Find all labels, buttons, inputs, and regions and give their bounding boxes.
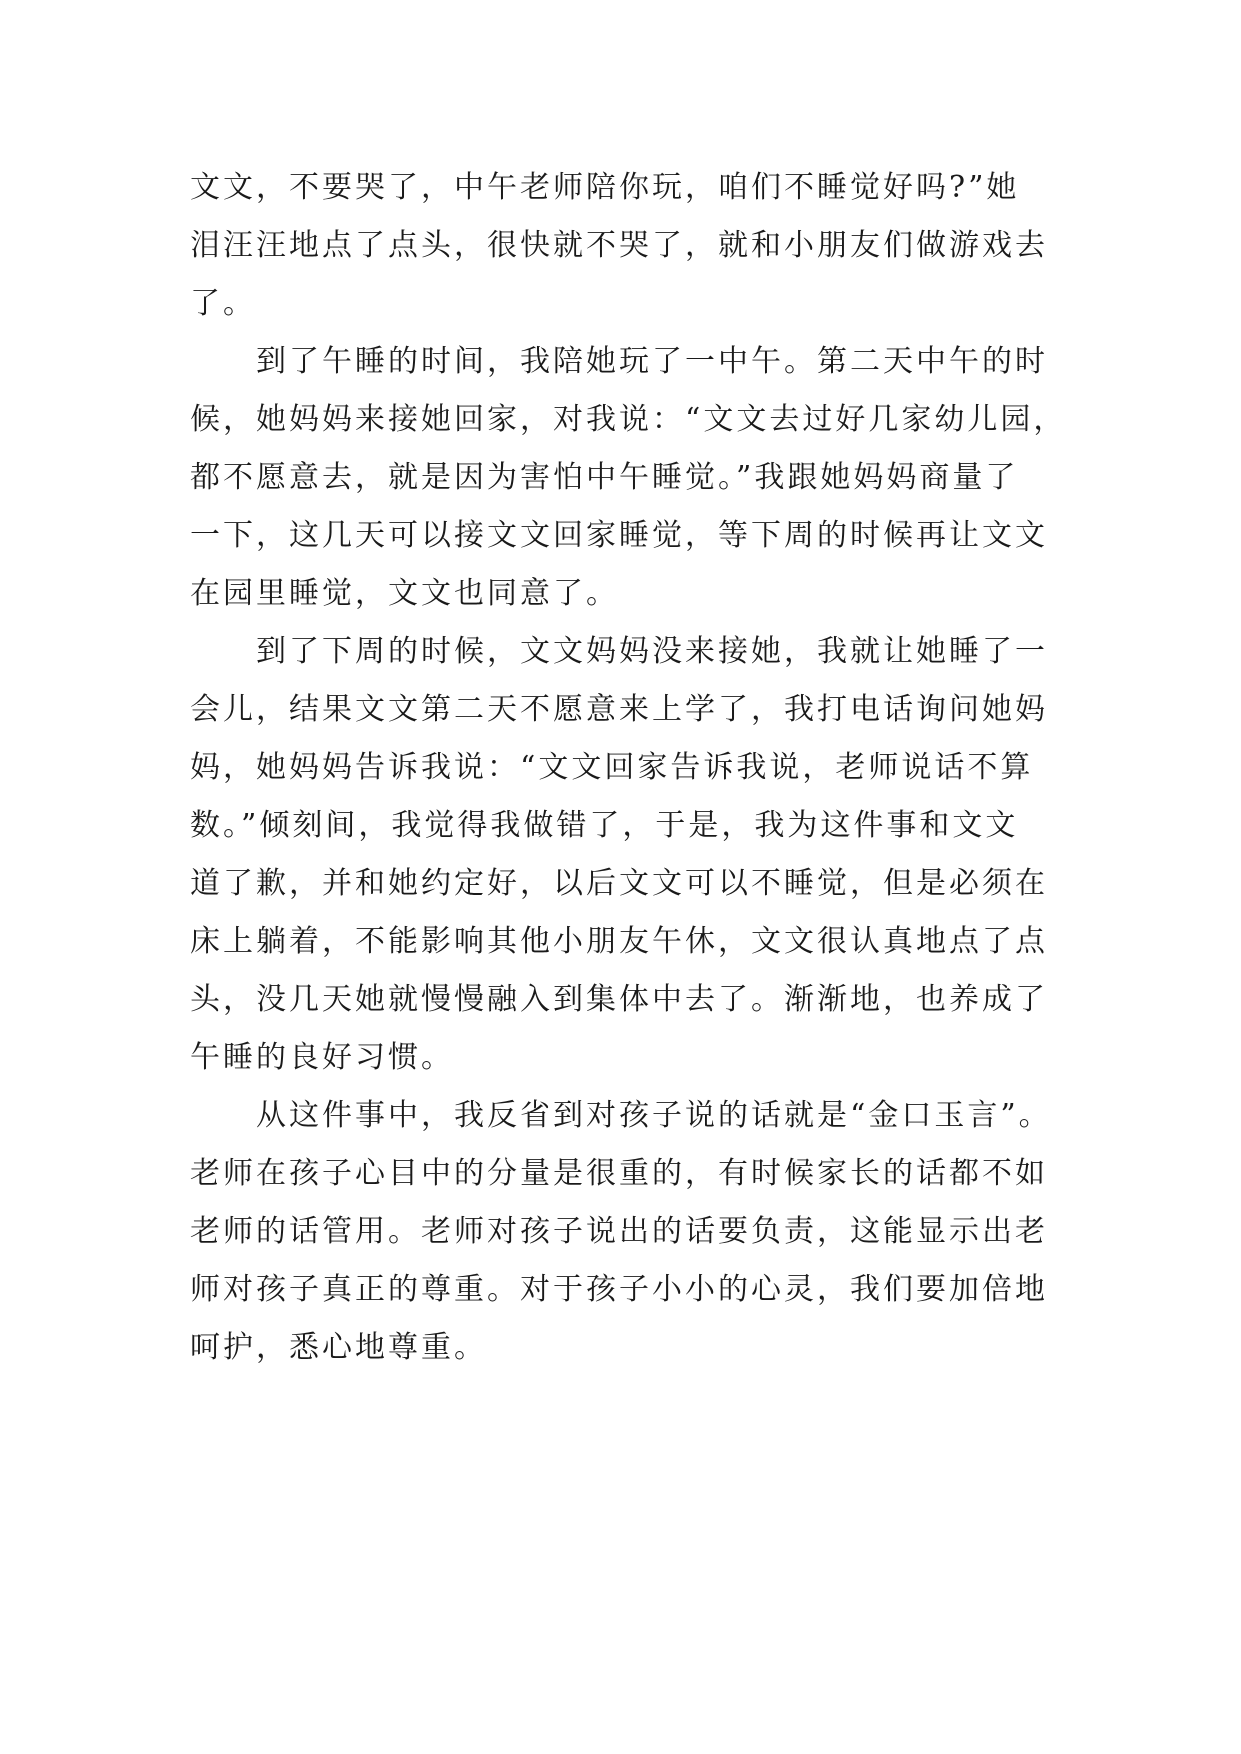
text-line: 头，没几天她就慢慢融入到集体中去了。渐渐地，也养成了 (190, 982, 1048, 1017)
text-line: 候，她妈妈来接她回家，对我说：“文文去过好几家幼儿园， (190, 402, 1067, 437)
text-line: 老师在孩子心目中的分量是很重的，有时候家长的话都不如 (190, 1156, 1048, 1191)
paragraph-first-line: 到了午睡的时间，我陪她玩了一中午。第二天中午的时 (256, 344, 1048, 379)
paragraph-first-line: 从这件事中，我反省到对孩子说的话就是“金口玉言”。 (256, 1098, 1052, 1133)
text-line: 文文，不要哭了，中午老师陪你玩，咱们不睡觉好吗?”她 (190, 170, 1020, 205)
body-text (190, 159, 1067, 1377)
text-line: 午睡的良好习惯。 (190, 1040, 454, 1075)
paragraph-first-line: 到了下周的时候，文文妈妈没来接她，我就让她睡了一 (256, 634, 1048, 669)
text-line: 会儿，结果文文第二天不愿意来上学了，我打电话询问她妈 (190, 692, 1048, 727)
text-line: 道了歉，并和她约定好，以后文文可以不睡觉，但是必须在 (190, 866, 1048, 901)
text-line: 呵护，悉心地尊重。 (190, 1330, 487, 1365)
text-line: 师对孩子真正的尊重。对于孩子小小的心灵，我们要加倍地 (190, 1272, 1048, 1307)
text-line: 泪汪汪地点了点头，很快就不哭了，就和小朋友们做游戏去 (190, 228, 1048, 263)
text-line: 妈，她妈妈告诉我说：“文文回家告诉我说，老师说话不算 (190, 750, 1034, 785)
text-line: 了。 (190, 286, 256, 321)
text-line: 一下，这几天可以接文文回家睡觉，等下周的时候再让文文 (190, 518, 1048, 553)
text-line: 在园里睡觉，文文也同意了。 (190, 576, 619, 611)
text-line: 数。”倾刻间，我觉得我做错了，于是，我为这件事和文文 (190, 808, 1019, 843)
text-line: 都不愿意去，就是因为害怕中午睡觉。”我跟她妈妈商量了 (190, 460, 1019, 495)
text-line: 老师的话管用。老师对孩子说出的话要负责，这能显示出老 (190, 1214, 1048, 1249)
text-line: 床上躺着，不能影响其他小朋友午休，文文很认真地点了点 (190, 924, 1048, 959)
